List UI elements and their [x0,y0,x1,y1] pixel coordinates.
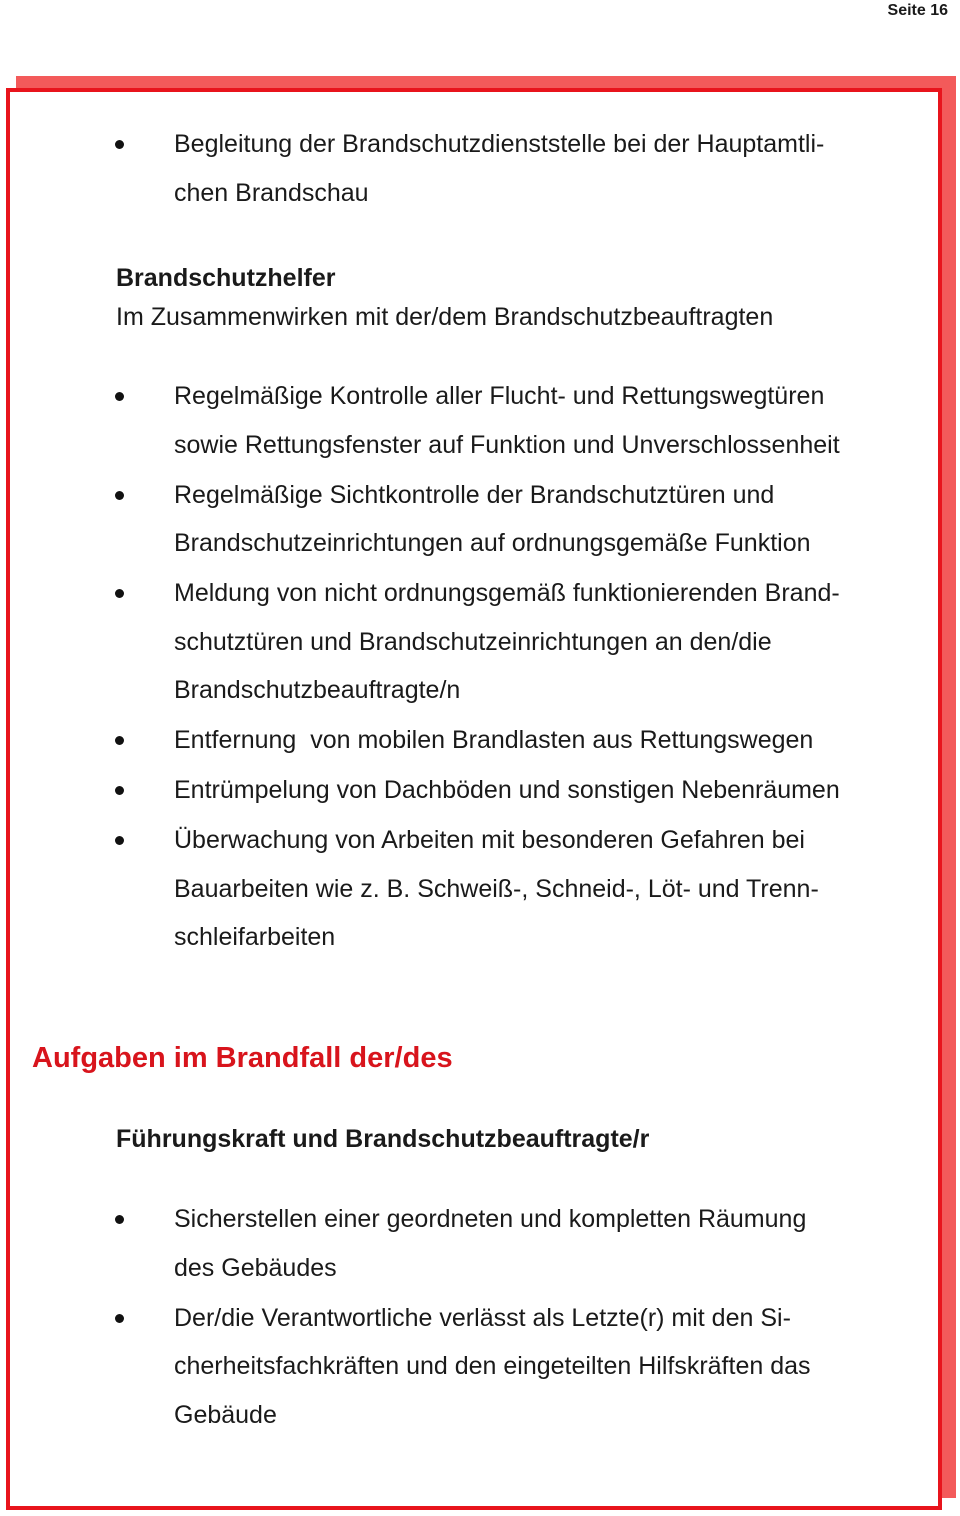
list-item-line: Begleitung der Brandschutzdienststelle bei der Hauptamtli- [174,130,825,158]
list-item [0,766,960,815]
bullet-icon [115,589,124,598]
list-item [0,120,960,217]
list-item-line: Brandschutzeinrichtungen auf ordnungsgemäße Funktion [174,529,811,557]
page-number: Seite 16 [887,2,948,19]
section-title-brandfall: Aufgaben im Brandfall der/des [32,1042,453,1074]
list-item-line: Brandschutzbeauftragte/n [174,676,461,704]
list-item-line: schutztüren und Brandschutzeinrichtungen an den/die [174,627,772,656]
list-item-line: Entrümpelung von Dachböden und sonstigen Nebenräumen [174,776,840,804]
list-item-line: des Gebäudes [174,1253,337,1282]
list-item [0,1294,960,1440]
bullet-icon [115,1314,124,1323]
tasks-list-brandfall [0,1195,960,1441]
list-item [0,569,960,715]
list-item-line: Regelmäßige Kontrolle aller Flucht- und Rettungswegtüren [174,382,825,410]
bullet-icon [115,786,124,795]
tasks-list-general [0,120,960,219]
list-item-line: Sicherstellen einer geordneten und kompletten Räumung [174,1205,807,1233]
brandschutzhelfer-intro: Im Zusammenwirken mit der/dem Brandschutzbeauftragten [116,303,774,331]
list-item [0,716,960,765]
list-item-line: cherheitsfachkräften und den eingeteilten Hilfskräften das [174,1352,811,1380]
list-item-line: Überwachung von Arbeiten mit besonderen Gefahren bei [174,826,805,854]
subheading-fuehrungskraft: Führungskraft und Brandschutzbeauftragte/r [116,1125,650,1153]
list-item-line: Gebäude [174,1400,277,1429]
list-item-line: chen Brandschau [174,178,369,207]
list-item-line: Entfernung von mobilen Brandlasten aus Rettungswegen [174,726,814,754]
bullet-icon [115,1215,124,1224]
list-item [0,471,960,568]
list-item-line: Meldung von nicht ordnungsgemäß funktionierenden Brand- [174,579,840,607]
bullet-icon [115,491,124,500]
list-item-line: Bauarbeiten wie z. B. Schweiß-, Schneid-, Löt- und Trenn- [174,874,819,903]
bullet-icon [115,836,124,845]
brandschutzhelfer-heading: Brandschutzhelfer [116,264,336,292]
tasks-list-brandschutzhelfer [0,372,960,963]
bullet-icon [115,736,124,745]
list-item-line: Regelmäßige Sichtkontrolle der Brandschutztüren und [174,480,775,509]
list-item-line: sowie Rettungsfenster auf Funktion und Unverschlossenheit [174,430,840,459]
bullet-icon [115,392,124,401]
list-item [0,1195,960,1292]
list-item-line: Der/die Verantwortliche verlässt als Letzte(r) mit den Si- [174,1303,791,1332]
bullet-icon [115,140,124,149]
list-item [0,816,960,962]
list-item-line: schleifarbeiten [174,923,336,951]
list-item [0,372,960,469]
